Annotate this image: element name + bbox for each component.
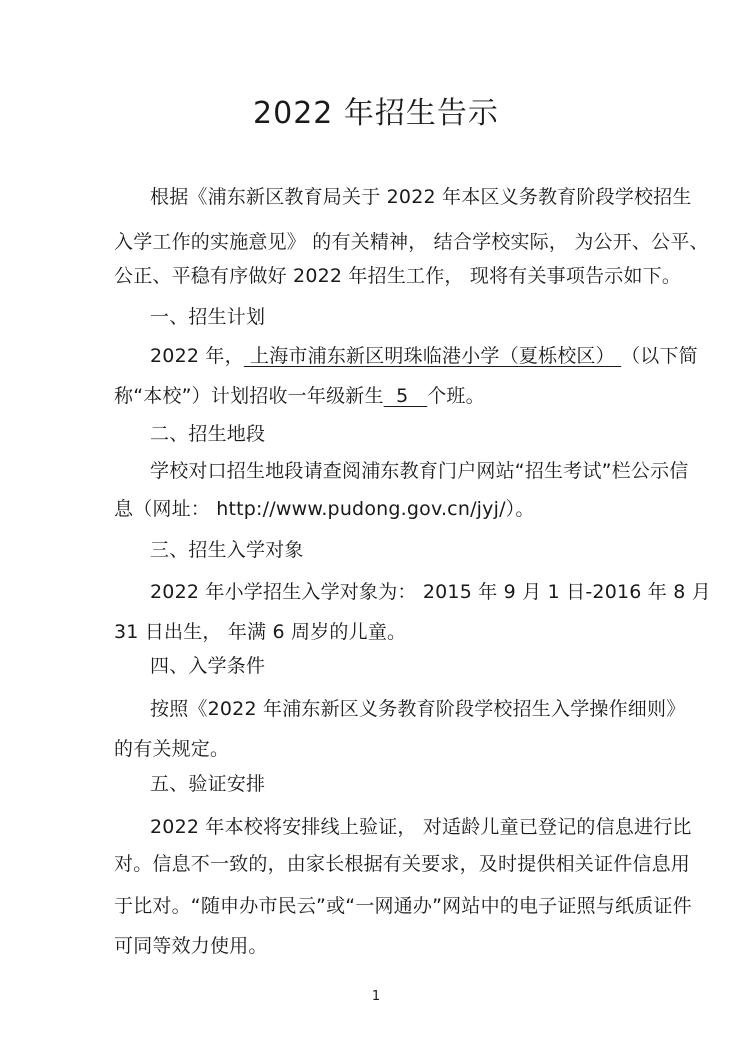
section-5-line-1: 2022 年本校将安排线上验证， 对适龄儿童已登记的信息进行比: [150, 816, 692, 838]
page-number: 1: [371, 989, 381, 1004]
section-3-line-2: 31 日出生， 年满 6 周岁的儿童。: [114, 621, 407, 643]
school-name-field: 上海市浦东新区明珠临港小学（夏栎校区）: [243, 345, 622, 367]
intro-line-2: 入学工作的实施意见》 的有关精神， 结合学校实际， 为公开、公平、: [114, 231, 709, 253]
section-5-line-4: 可同等效力使用。: [114, 935, 268, 957]
intro-line-1: 根据《浦东新区教育局关于 2022 年本区义务教育阶段学校招生: [150, 186, 692, 208]
document-title: 2022 年招生告示: [253, 96, 499, 131]
section-3-line-1: 2022 年小学招生入学对象为： 2015 年 9 月 1 日-2016 年 8 月: [150, 581, 711, 603]
section-1-line-1: [150, 343, 698, 369]
section-1-heading: 一、招生计划: [150, 306, 266, 328]
section-4-heading: 四、入学条件: [150, 655, 266, 677]
section-1-line-2: [114, 383, 485, 409]
section-5-heading: 五、验证安排: [150, 773, 266, 795]
section-4-line-1: 按照《2022 年浦东新区义务教育阶段学校招生入学操作细则》: [150, 698, 686, 720]
section-2-line-2: 息（网址： http://www.pudong.gov.cn/jyj/）。: [114, 498, 535, 520]
section-3-heading: 三、招生入学对象: [150, 539, 304, 561]
section-1-line-1-prefix: 2022 年，: [150, 345, 244, 367]
section-2-heading: 二、招生地段: [150, 423, 266, 445]
class-count-field: 5: [383, 385, 428, 407]
section-1-line-2-prefix: 称“本校”）计划招收一年级新生: [114, 385, 384, 407]
section-2-line-1: 学校对口招生地段请查阅浦东教育门户网站“招生考试”栏公示信: [150, 460, 689, 482]
intro-line-3: 公正、平稳有序做好 2022 年招生工作， 现将有关事项告示如下。: [114, 265, 682, 287]
section-5-line-3: 于比对。“随申办市民云”或“一网通办”网站中的电子证照与纸质证件: [114, 895, 692, 917]
section-1-line-2-suffix: 个班。: [427, 385, 485, 407]
section-4-line-2: 的有关规定。: [114, 738, 230, 760]
section-5-line-2: 对。信息不一致的，由家长根据有关要求，及时提供相关证件信息用: [114, 853, 691, 875]
section-1-line-1-suffix: （以下简: [621, 345, 698, 367]
